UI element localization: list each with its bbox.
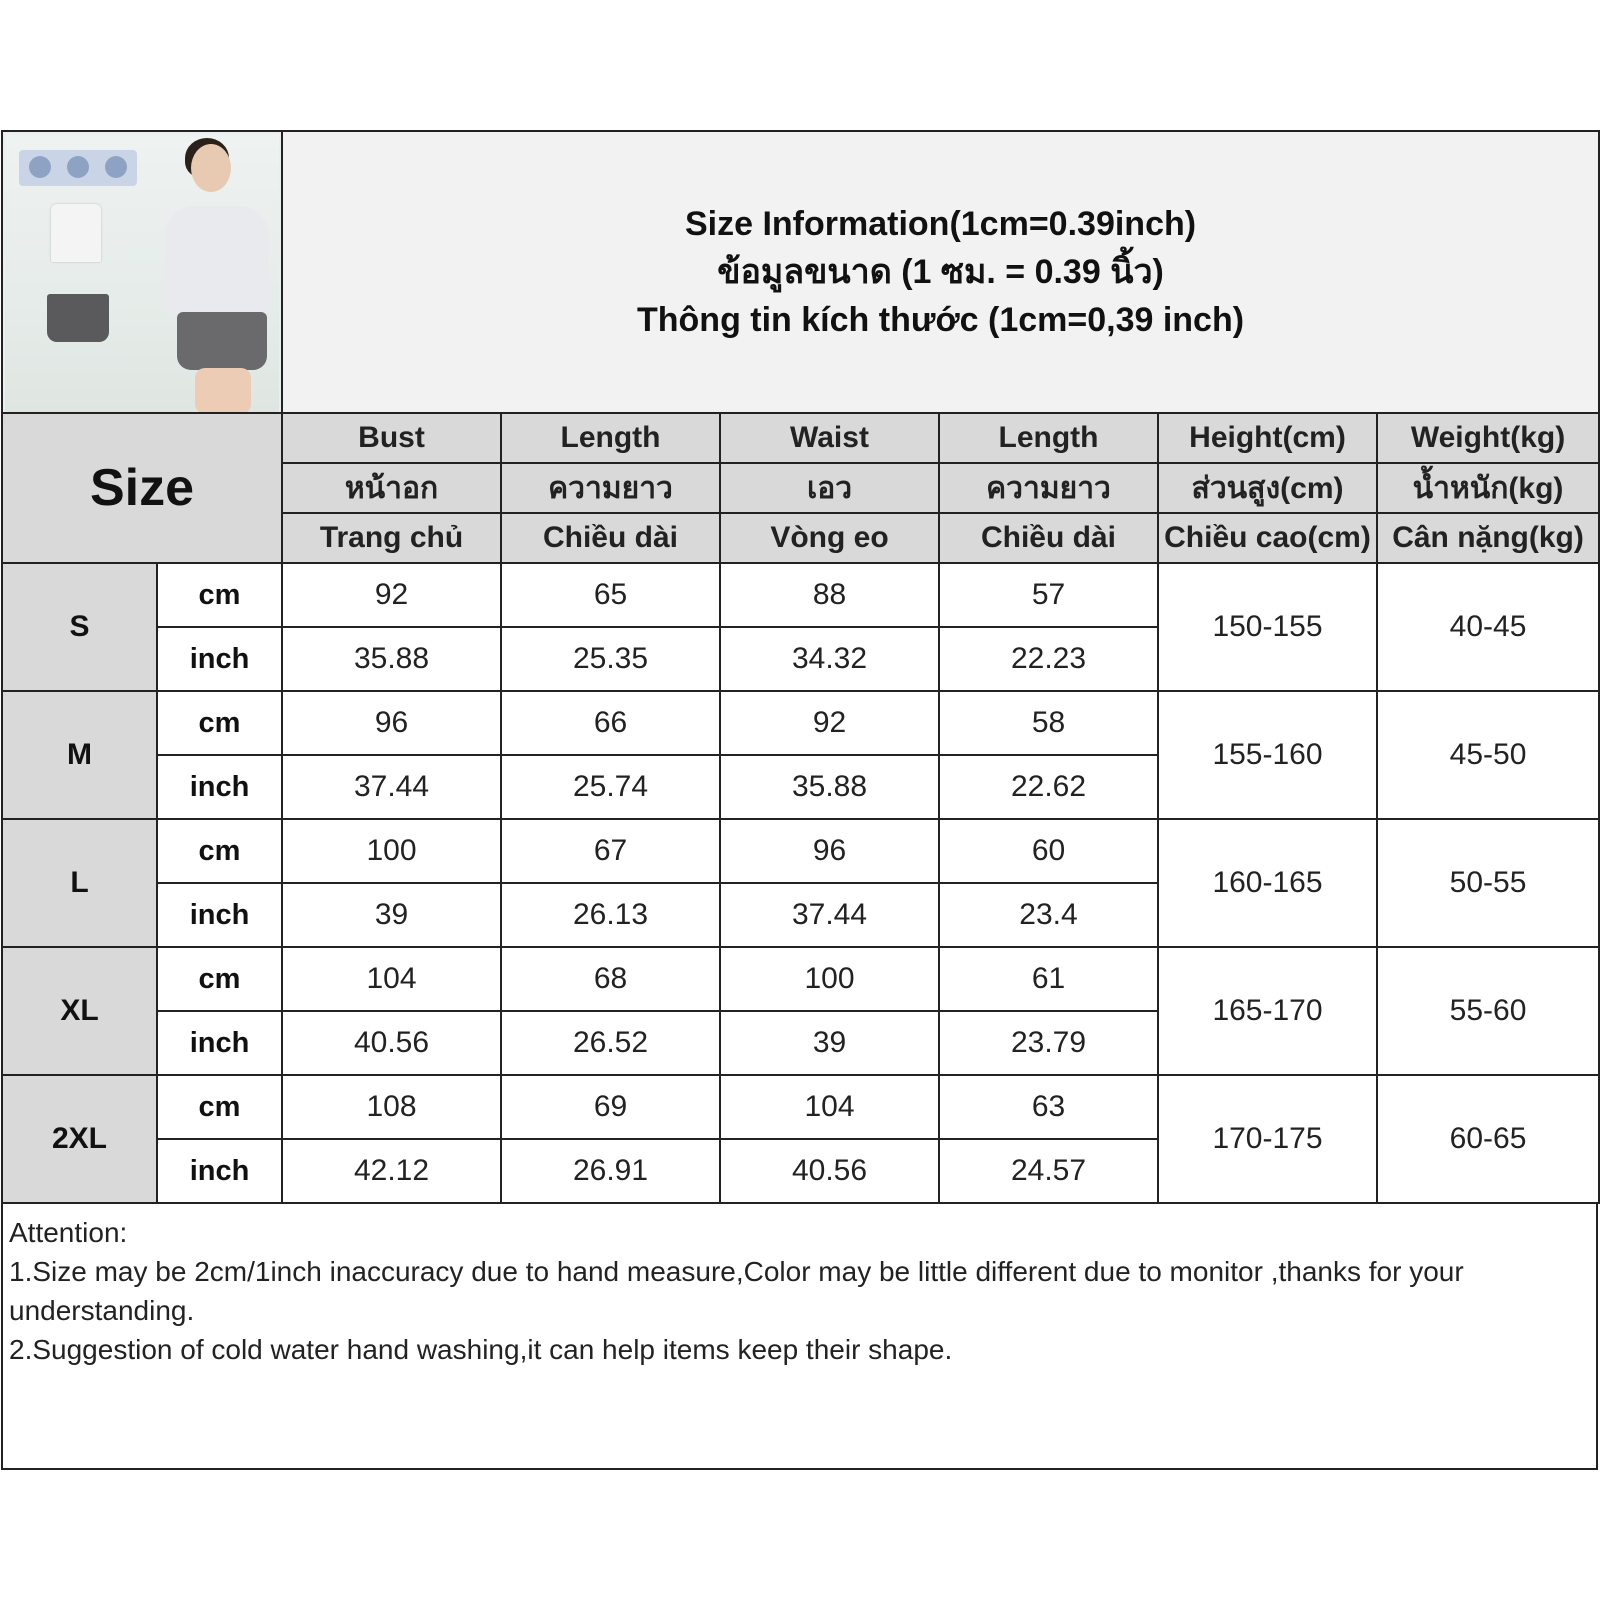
model-figure	[191, 144, 231, 192]
title-english: Size Information(1cm=0.39inch)	[684, 205, 1197, 243]
table-cell: 26.13	[501, 883, 720, 947]
col-bust-th: หน้าอก	[282, 463, 501, 513]
table-cell: 25.35	[501, 627, 720, 691]
col-height-en: Height(cm)	[1158, 413, 1377, 463]
unit-inch: inch	[157, 883, 282, 947]
col-bust-vi: Trang chủ	[282, 513, 501, 563]
size-header: Size	[2, 413, 282, 563]
weight-range: 60-65	[1377, 1075, 1599, 1203]
table-cell: 100	[282, 819, 501, 883]
table-cell: 35.88	[720, 755, 939, 819]
height-range: 150-155	[1158, 563, 1377, 691]
table-cell: 40.56	[282, 1011, 501, 1075]
notes-heading: Attention:	[9, 1217, 128, 1248]
table-cell: 37.44	[720, 883, 939, 947]
table-cell: 67	[501, 819, 720, 883]
unit-inch: inch	[157, 755, 282, 819]
table-cell: 24.57	[939, 1139, 1158, 1203]
table-cell: 61	[939, 947, 1158, 1011]
unit-cm: cm	[157, 563, 282, 627]
size-label-l: L	[2, 819, 157, 947]
col-height-vi: Chiều cao(cm)	[1158, 513, 1377, 563]
table-cell: 25.74	[501, 755, 720, 819]
notes-line-2: 2.Suggestion of cold water hand washing,it can help items keep their shape.	[9, 1334, 953, 1365]
col-length2-en: Length	[939, 413, 1158, 463]
table-cell: 92	[720, 691, 939, 755]
notes-line-1: 1.Size may be 2cm/1inch inaccuracy due to hand measure,Color may be little different due to monitor ,thanks for your understanding.	[9, 1256, 1464, 1326]
table-cell: 26.52	[501, 1011, 720, 1075]
table-cell: 34.32	[720, 627, 939, 691]
height-range: 160-165	[1158, 819, 1377, 947]
title-vietnamese: Thông tin kích thước (1cm=0,39 inch)	[637, 301, 1245, 339]
unit-inch: inch	[157, 1011, 282, 1075]
col-length2-th: ความยาว	[939, 463, 1158, 513]
table-cell: 65	[501, 563, 720, 627]
unit-cm: cm	[157, 1075, 282, 1139]
table-cell: 66	[501, 691, 720, 755]
size-info-title	[282, 131, 1599, 413]
col-weight-th: น้ำหนัก(kg)	[1377, 463, 1599, 513]
table-cell: 100	[720, 947, 939, 1011]
size-label-m: M	[2, 691, 157, 819]
col-waist-th: เอว	[720, 463, 939, 513]
col-bust-en: Bust	[282, 413, 501, 463]
height-range: 170-175	[1158, 1075, 1377, 1203]
unit-cm: cm	[157, 691, 282, 755]
table-cell: 57	[939, 563, 1158, 627]
height-range: 165-170	[1158, 947, 1377, 1075]
tshirt-thumbnail	[51, 204, 101, 262]
table-cell: 88	[720, 563, 939, 627]
table-cell: 104	[720, 1075, 939, 1139]
table-cell: 69	[501, 1075, 720, 1139]
weight-range: 40-45	[1377, 563, 1599, 691]
table-cell: 58	[939, 691, 1158, 755]
weight-range: 45-50	[1377, 691, 1599, 819]
table-cell: 40.56	[720, 1139, 939, 1203]
unit-cm: cm	[157, 947, 282, 1011]
attention-notes	[1, 1207, 1598, 1470]
table-cell: 68	[501, 947, 720, 1011]
weight-range: 55-60	[1377, 947, 1599, 1075]
col-weight-en: Weight(kg)	[1377, 413, 1599, 463]
table-cell: 96	[282, 691, 501, 755]
table-cell: 39	[282, 883, 501, 947]
table-cell: 22.23	[939, 627, 1158, 691]
col-waist-vi: Vòng eo	[720, 513, 939, 563]
title-thai: ข้อมูลขนาด (1 ซม. = 0.39 นิ้ว)	[717, 253, 1164, 291]
feature-badges-icon	[19, 150, 137, 186]
table-cell: 22.62	[939, 755, 1158, 819]
col-waist-en: Waist	[720, 413, 939, 463]
unit-inch: inch	[157, 1139, 282, 1203]
size-label-xl: XL	[2, 947, 157, 1075]
table-cell: 39	[720, 1011, 939, 1075]
col-height-th: ส่วนสูง(cm)	[1158, 463, 1377, 513]
size-label-2xl: 2XL	[2, 1075, 157, 1203]
table-cell: 37.44	[282, 755, 501, 819]
size-label-s: S	[2, 563, 157, 691]
table-cell: 60	[939, 819, 1158, 883]
table-cell: 63	[939, 1075, 1158, 1139]
table-cell: 42.12	[282, 1139, 501, 1203]
height-range: 155-160	[1158, 691, 1377, 819]
table-cell: 108	[282, 1075, 501, 1139]
col-length-vi: Chiều dài	[501, 513, 720, 563]
table-cell: 92	[282, 563, 501, 627]
table-cell: 23.4	[939, 883, 1158, 947]
col-length2-vi: Chiều dài	[939, 513, 1158, 563]
unit-inch: inch	[157, 627, 282, 691]
shorts-thumbnail	[47, 294, 109, 342]
table-cell: 104	[282, 947, 501, 1011]
table-cell: 96	[720, 819, 939, 883]
col-weight-vi: Cân nặng(kg)	[1377, 513, 1599, 563]
unit-cm: cm	[157, 819, 282, 883]
product-photo	[2, 131, 282, 413]
table-cell: 26.91	[501, 1139, 720, 1203]
col-length-th: ความยาว	[501, 463, 720, 513]
weight-range: 50-55	[1377, 819, 1599, 947]
table-cell: 23.79	[939, 1011, 1158, 1075]
table-cell: 35.88	[282, 627, 501, 691]
col-length-en: Length	[501, 413, 720, 463]
size-table	[1, 130, 1600, 1204]
